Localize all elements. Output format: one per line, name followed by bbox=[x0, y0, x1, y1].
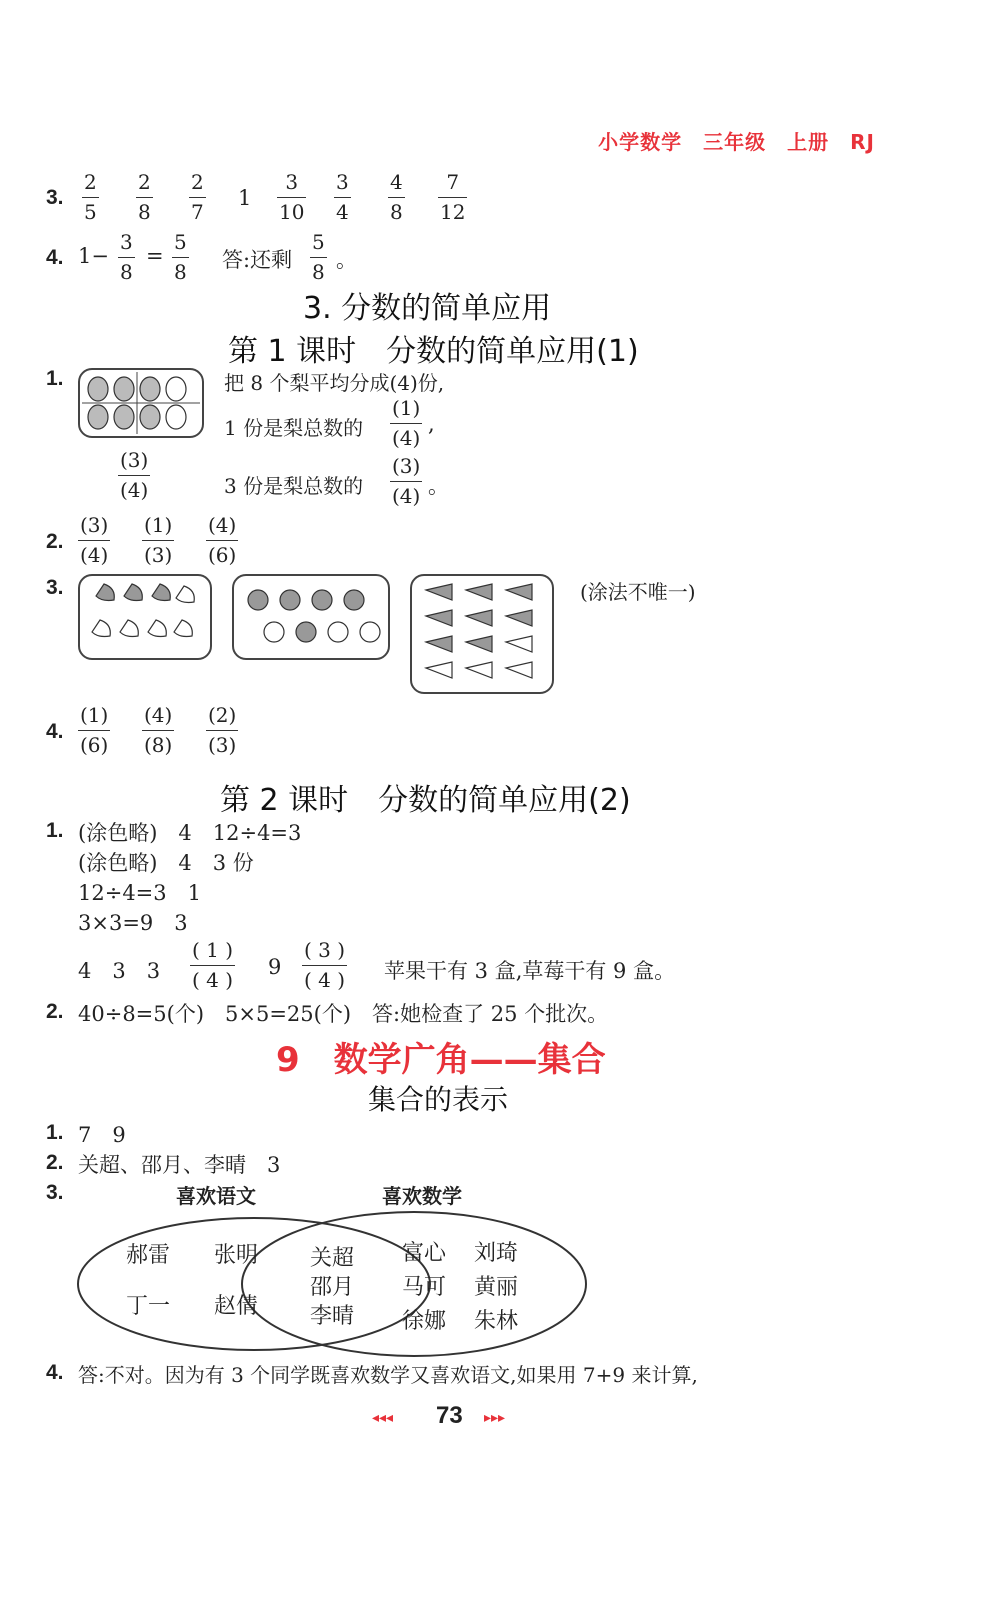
footer-left-arrows-icon: ◂◂◂ bbox=[372, 1410, 394, 1426]
l2-q1-last-prefix: 4 3 3 bbox=[78, 959, 161, 983]
fraction: (1) (6) bbox=[80, 703, 109, 757]
fraction: 2 8 bbox=[138, 170, 151, 224]
venn-name: 徐娜 bbox=[402, 1309, 447, 1334]
footer-right-arrows-icon: ▸▸▸ bbox=[484, 1410, 506, 1426]
fraction: 3 10 bbox=[279, 170, 305, 224]
venn-name: 邵月 bbox=[310, 1275, 355, 1300]
venn-name: 朱林 bbox=[474, 1309, 519, 1334]
q3-label: 3. bbox=[46, 186, 64, 209]
whole-one: 1 bbox=[238, 186, 252, 210]
l1-q3-note: (涂法不唯一) bbox=[580, 580, 696, 604]
set-q2-text: 关超、邵月、李晴 3 bbox=[78, 1153, 281, 1177]
l1-q3-label: 3. bbox=[46, 576, 64, 599]
fraction: (1) (4) bbox=[392, 396, 421, 450]
fraction: ( 3 ) ( 4 ) bbox=[304, 938, 346, 992]
answer-suffix: 。 bbox=[336, 248, 357, 272]
fraction: (4) (8) bbox=[144, 703, 173, 757]
l1-q2-label: 2. bbox=[46, 530, 64, 553]
venn-name: 丁一 bbox=[126, 1294, 171, 1319]
l1-q1-line2: 1 份是梨总数的 bbox=[224, 416, 364, 440]
lesson2-title: 第 2 课时 分数的简单应用(2) bbox=[220, 783, 631, 818]
fraction: (3) (4) bbox=[120, 448, 149, 502]
answer-prefix: 答:还剩 bbox=[222, 248, 293, 272]
venn-name: 李晴 bbox=[310, 1304, 355, 1329]
l1-q1-line1: 把 8 个梨平均分成(4)份, bbox=[224, 371, 445, 395]
pear-grid-icon bbox=[80, 370, 202, 436]
fraction: 4 8 bbox=[390, 170, 403, 224]
shell-grid-icon bbox=[80, 576, 210, 658]
trumpet-grid-icon bbox=[412, 576, 552, 692]
l2-q1-line: (涂色略) 4 12÷4=3 bbox=[78, 821, 302, 845]
set-q4-text: 答:不对。因为有 3 个同学既喜欢数学又喜欢语文,如果用 7+9 来计算, bbox=[78, 1363, 698, 1387]
l2-q1-last-suffix: 苹果干有 3 盒,草莓干有 9 盒。 bbox=[384, 959, 676, 983]
l1-q4-label: 4. bbox=[46, 720, 64, 743]
fraction: (1) (3) bbox=[144, 513, 173, 567]
set-q4-label: 4. bbox=[46, 1361, 64, 1384]
fraction: (2) (3) bbox=[208, 703, 237, 757]
comma: , bbox=[428, 412, 435, 436]
fraction: 2 5 bbox=[84, 170, 97, 224]
l2-q1-mid: 9 bbox=[268, 955, 282, 979]
page-header: 小学数学 三年级 上册 RJ bbox=[598, 130, 875, 154]
l2-q1-label: 1. bbox=[46, 819, 64, 842]
fraction: (3) (4) bbox=[392, 454, 421, 508]
venn-name: 黄丽 bbox=[474, 1275, 519, 1300]
period: 。 bbox=[428, 474, 449, 498]
l2-q2-text: 40÷8=5(个) 5×5=25(个) 答:她检查了 25 个批次。 bbox=[78, 1002, 609, 1026]
section-title: 3. 分数的简单应用 bbox=[303, 291, 552, 326]
fraction: 5 8 bbox=[312, 230, 325, 284]
fraction: 3 8 bbox=[120, 230, 133, 284]
fraction: ( 1 ) ( 4 ) bbox=[192, 938, 234, 992]
venn-name: 关超 bbox=[310, 1246, 355, 1271]
l1-q1-line3: 3 份是梨总数的 bbox=[224, 474, 364, 498]
venn-name: 张明 bbox=[214, 1243, 259, 1268]
l2-q2-label: 2. bbox=[46, 1000, 64, 1023]
venn-left-title: 喜欢语文 bbox=[176, 1184, 256, 1208]
set-q2-label: 2. bbox=[46, 1151, 64, 1174]
l1-q1-label: 1. bbox=[46, 367, 64, 390]
venn-name: 刘琦 bbox=[474, 1241, 519, 1266]
set-q1-label: 1. bbox=[46, 1121, 64, 1144]
venn-name: 赵倩 bbox=[214, 1294, 259, 1319]
fraction: (4) (6) bbox=[208, 513, 237, 567]
fraction: 7 12 bbox=[440, 170, 466, 224]
shell-box bbox=[78, 574, 212, 660]
l2-q1-line: (涂色略) 4 3 份 bbox=[78, 851, 254, 875]
venn-name: 马可 bbox=[402, 1275, 447, 1300]
pear-box bbox=[78, 368, 204, 438]
trumpet-box bbox=[410, 574, 554, 694]
venn-right-title: 喜欢数学 bbox=[382, 1184, 462, 1208]
fraction: 2 7 bbox=[191, 170, 204, 224]
chapter-title: 9 数学广角——集合 bbox=[276, 1040, 606, 1080]
set-q1-text: 7 9 bbox=[78, 1123, 126, 1147]
radish-grid-icon bbox=[234, 576, 388, 658]
fraction: 5 8 bbox=[174, 230, 187, 284]
fraction: (3) (4) bbox=[80, 513, 109, 567]
lesson1-title: 第 1 课时 分数的简单应用(1) bbox=[228, 334, 639, 369]
set-q3-label: 3. bbox=[46, 1181, 64, 1204]
l2-q1-line: 3×3=9 3 bbox=[78, 911, 188, 935]
fraction: 3 4 bbox=[336, 170, 349, 224]
venn-name: 富心 bbox=[402, 1241, 447, 1266]
page-number: 73 bbox=[436, 1402, 463, 1429]
chapter-subtitle: 集合的表示 bbox=[368, 1083, 509, 1116]
venn-name: 郝雷 bbox=[126, 1243, 171, 1268]
one-minus: 1− bbox=[78, 244, 109, 268]
l2-q1-line: 12÷4=3 1 bbox=[78, 881, 201, 905]
q4-label: 4. bbox=[46, 246, 64, 269]
radish-box bbox=[232, 574, 390, 660]
equals: = bbox=[146, 244, 164, 268]
